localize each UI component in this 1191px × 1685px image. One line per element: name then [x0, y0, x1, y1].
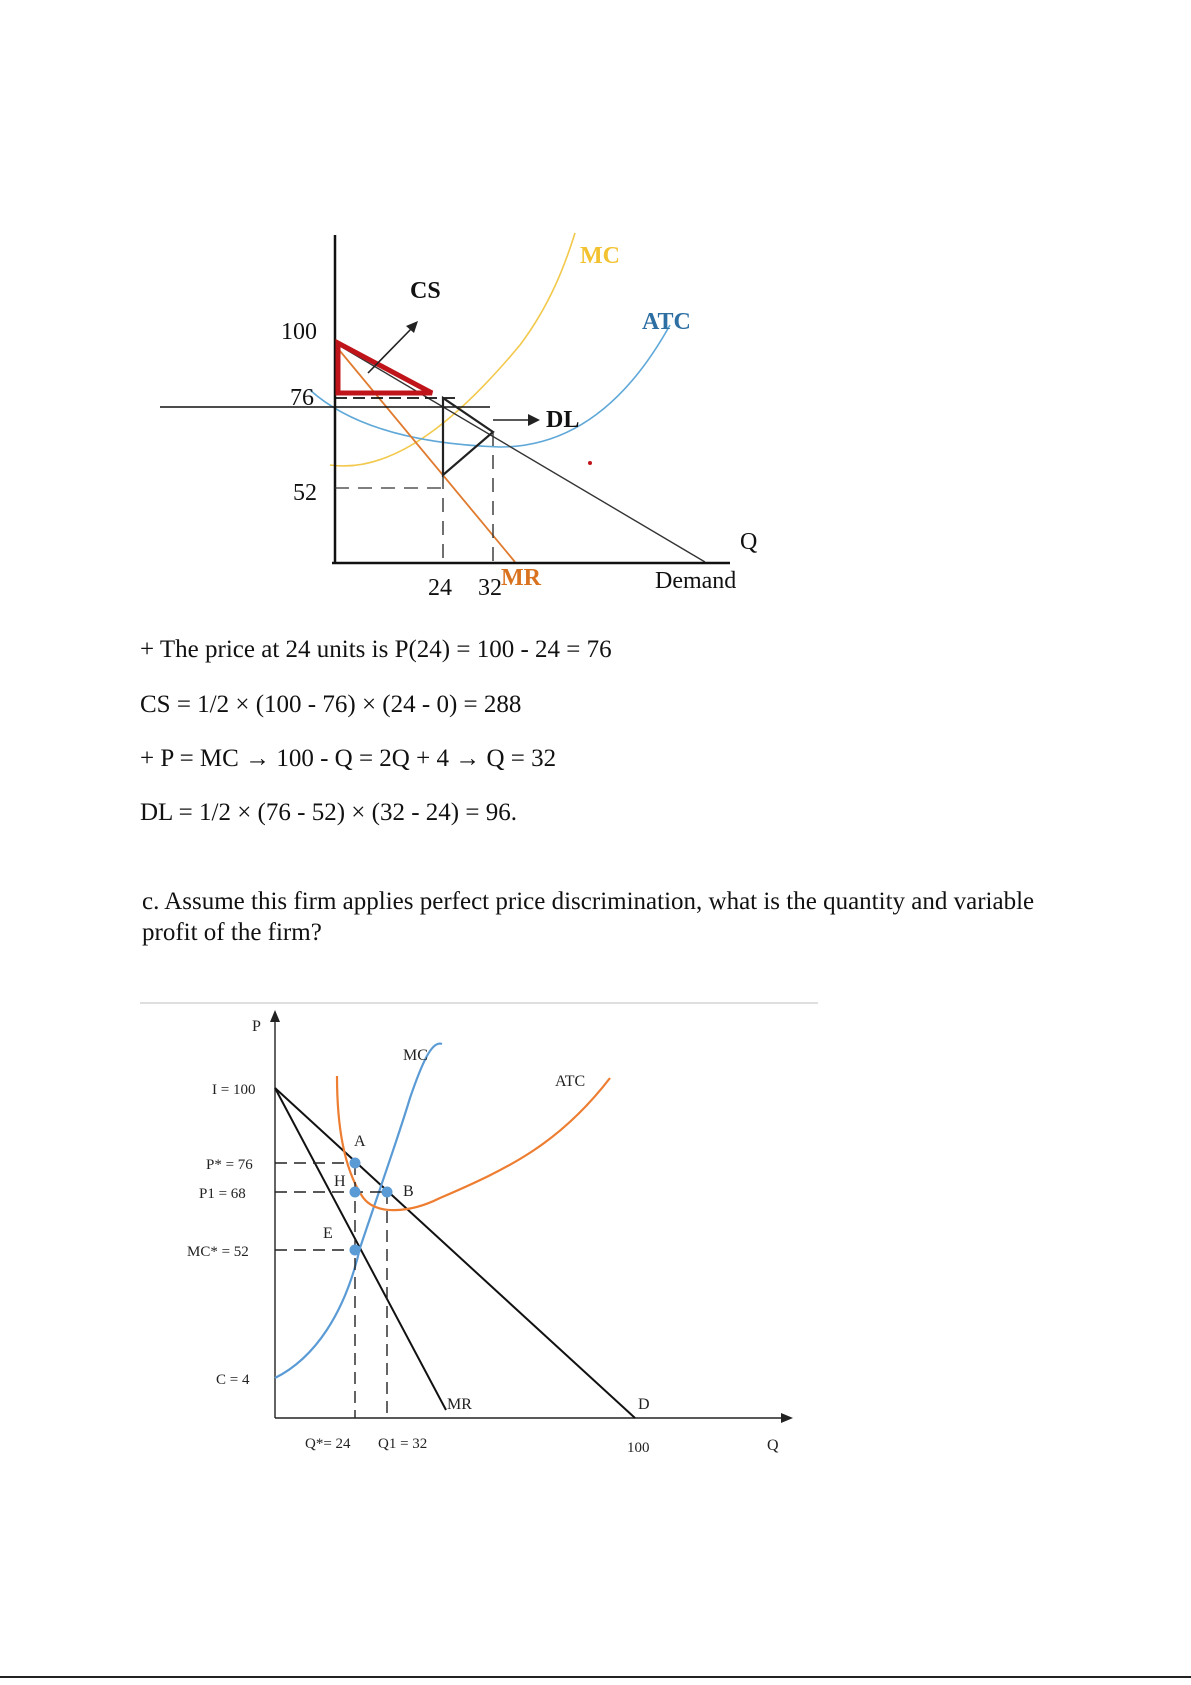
fig2-label-a: A — [354, 1133, 366, 1150]
fig2-mc-label: MC — [403, 1047, 428, 1064]
fig1-dl-triangle — [443, 398, 493, 475]
fig2-point-b — [382, 1187, 393, 1198]
equation-line-2: CS = 1/2 × (100 - 76) × (24 - 0) = 288 — [140, 691, 522, 718]
fig1-cs-triangle — [338, 343, 432, 393]
fig1-y-tick-100: 100 — [281, 319, 317, 345]
fig1-x-tick-32: 32 — [478, 575, 502, 601]
fig1-mr-line — [335, 345, 515, 562]
fig2-atc-curve — [337, 1076, 610, 1210]
fig2-x-label-100: 100 — [627, 1440, 650, 1456]
fig1-mc-curve — [330, 233, 575, 466]
fig1-demand-label: Demand — [655, 568, 737, 594]
fig2-point-h — [350, 1187, 361, 1198]
fig1-mc-label: MC — [580, 243, 620, 269]
equation-line-3: + P = MC → 100 - Q = 2Q + 4 → Q = 32 — [140, 745, 557, 772]
fig2-d-label: D — [638, 1396, 650, 1413]
fig2-p-axis-label: P — [252, 1018, 261, 1035]
fig2-point-e — [350, 1245, 361, 1256]
fig1-demand-line — [335, 343, 705, 562]
fig1-dl-label: DL — [546, 407, 580, 433]
fig1-dl-arrowhead — [528, 414, 540, 426]
fig1-atc-label: ATC — [642, 309, 691, 335]
fig1-y-tick-76: 76 — [290, 385, 314, 411]
fig2-y-label-76: P* = 76 — [206, 1157, 253, 1173]
figure-1-monopoly-diagram — [160, 225, 780, 605]
equation-line-1: + The price at 24 units is P(24) = 100 - 24 = 76 — [140, 636, 612, 663]
fig1-cs-label: CS — [410, 278, 441, 304]
fig2-point-a — [350, 1158, 361, 1169]
fig1-q-label: Q — [740, 529, 758, 555]
fig2-x-label-32: Q1 = 32 — [378, 1436, 428, 1452]
fig1-red-dot — [588, 461, 592, 465]
fig2-y-arrowhead — [270, 1010, 280, 1022]
fig2-q-axis-label: Q — [767, 1437, 779, 1454]
fig1-mr-label: MR — [501, 565, 541, 591]
fig2-label-b: B — [403, 1183, 414, 1200]
fig2-x-label-24: Q*= 24 — [305, 1436, 351, 1452]
fig2-x-arrowhead — [781, 1413, 793, 1423]
fig2-atc-label: ATC — [555, 1073, 586, 1090]
figure-2-price-discrimination-diagram — [140, 998, 820, 1470]
fig2-y-label-68: P1 = 68 — [199, 1186, 246, 1202]
fig2-label-e: E — [323, 1225, 333, 1242]
fig2-y-label-52: MC* = 52 — [187, 1244, 249, 1260]
fig2-demand-line — [275, 1088, 635, 1418]
equation-line-4: DL = 1/2 × (76 - 52) × (32 - 24) = 96. — [140, 799, 517, 826]
fig1-y-tick-52: 52 — [293, 480, 317, 506]
fig2-label-h: H — [334, 1173, 346, 1190]
page-bottom-rule — [0, 1676, 1191, 1678]
fig1-cs-arrow — [368, 328, 412, 373]
fig2-y-label-100: I = 100 — [212, 1082, 256, 1098]
fig2-mr-label: MR — [447, 1396, 472, 1413]
fig2-mc-curve — [275, 1044, 442, 1378]
fig2-y-label-4: C = 4 — [216, 1372, 250, 1388]
question-c: c. Assume this firm applies perfect price discrimination, what is the quantity and variable profit of the firm? — [142, 888, 1035, 946]
fig1-x-tick-24: 24 — [428, 575, 452, 601]
